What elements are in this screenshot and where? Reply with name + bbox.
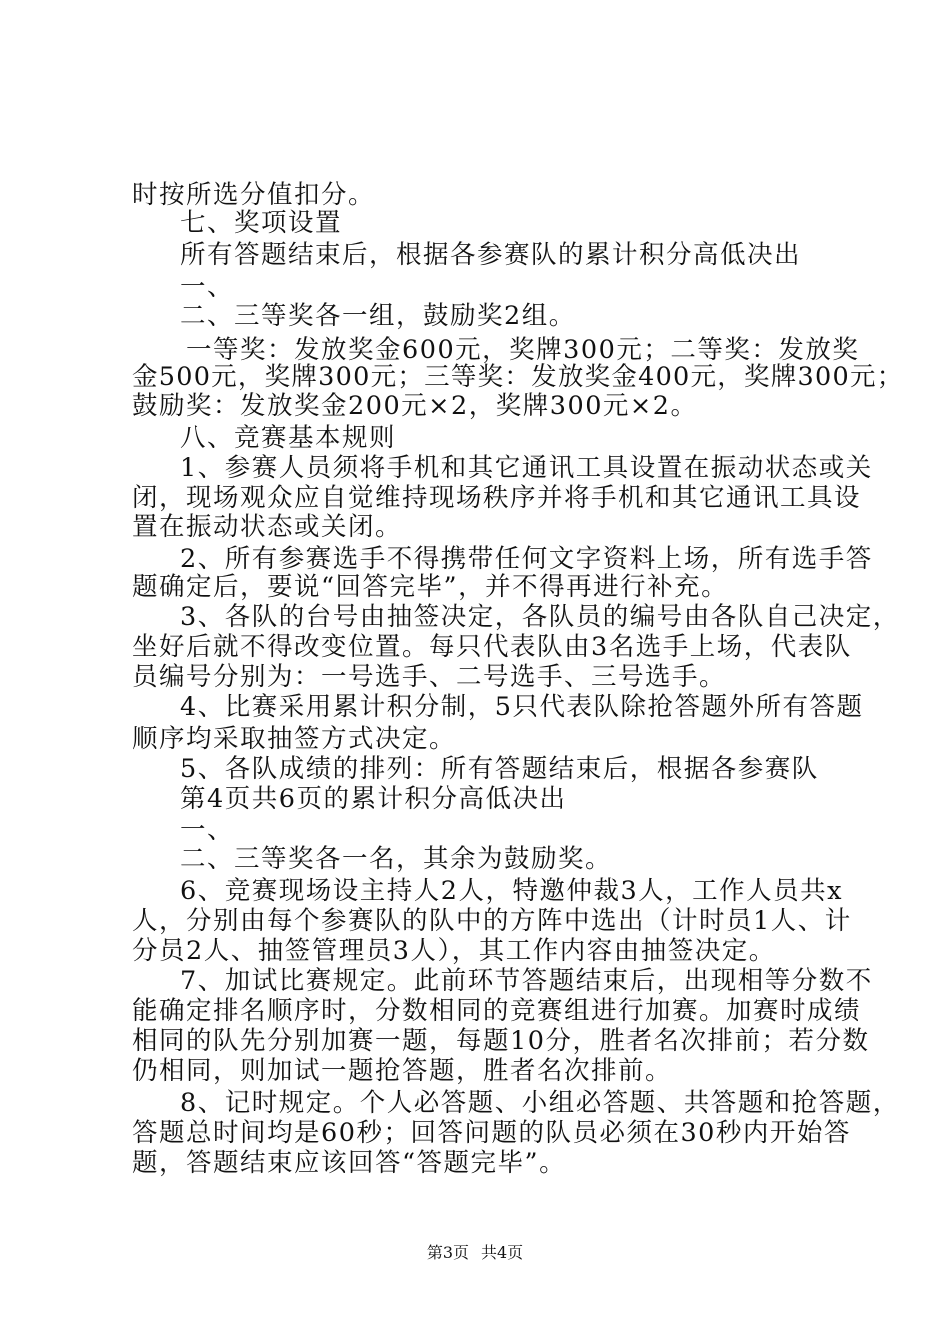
text-line: 闭，现场观众应自觉维持现场秩序并将手机和其它通讯工具设	[132, 483, 862, 513]
text-line: 5、各队成绩的排列：所有答题结束后，根据各参赛队	[180, 754, 819, 784]
text-line: 坐好后就不得改变位置。每只代表队由3名选手上场，代表队	[132, 632, 852, 662]
text-line: 人，分别由每个参赛队的队中的方阵中选出（计时员1人、计	[132, 906, 852, 936]
text-line: 时按所选分值扣分。	[132, 180, 376, 210]
page-total: 共4页	[481, 1243, 524, 1262]
text-line: 4、比赛采用累计积分制，5只代表队除抢答题外所有答题	[180, 692, 864, 722]
text-line: 3、各队的台号由抽签决定，各队员的编号由各队自己决定，	[180, 602, 900, 632]
text-line: 相同的队先分别加赛一题，每题10分，胜者名次排前；若分数	[132, 1026, 870, 1056]
text-line: 题，答题结束应该回答“答题完毕”。	[132, 1148, 567, 1178]
section-heading: 七、奖项设置	[180, 208, 343, 238]
section-heading: 八、竞赛基本规则	[180, 423, 397, 453]
text-line: 一等奖：发放奖金600元，奖牌300元；二等奖：发放奖	[186, 335, 860, 365]
text-line: 二、三等奖各一组，鼓励奖2组。	[180, 301, 576, 331]
page-footer	[0, 1242, 950, 1264]
text-line: 员编号分别为：一号选手、二号选手、三号选手。	[132, 662, 727, 692]
text-line: 6、竞赛现场设主持人2人，特邀仲裁3人，工作人员共x	[180, 876, 844, 906]
text-line: 金500元，奖牌300元；三等奖：发放奖金400元，奖牌300元；	[132, 362, 904, 392]
text-line: 顺序均采取抽签方式决定。	[132, 724, 457, 754]
text-line: 一、	[180, 815, 235, 845]
text-line: 分员2人、抽签管理员3人），其工作内容由抽签决定。	[132, 936, 776, 966]
text-line: 2、所有参赛选手不得携带任何文字资料上场，所有选手答	[180, 544, 873, 574]
text-line: 所有答题结束后，根据各参赛队的累计积分高低决出	[180, 240, 802, 270]
text-line: 置在振动状态或关闭。	[132, 512, 403, 542]
text-line: 1、参赛人员须将手机和其它通讯工具设置在振动状态或关	[180, 453, 873, 483]
text-line: 7、加试比赛规定。此前环节答题结束后，出现相等分数不	[180, 966, 873, 996]
text-line: 第4页共6页的累计积分高低决出	[180, 784, 567, 814]
text-line: 二、三等奖各一名，其余为鼓励奖。	[180, 844, 613, 874]
text-line: 仍相同，则加试一题抢答题，胜者名次排前。	[132, 1056, 673, 1086]
text-line: 鼓励奖：发放奖金200元×2，奖牌300元×2。	[132, 391, 698, 421]
text-line: 答题总时间均是60秒；回答问题的队员必须在30秒内开始答	[132, 1118, 851, 1148]
text-line: 题确定后，要说“回答完毕”，并不得再进行补充。	[132, 572, 729, 602]
text-line: 8、记时规定。个人必答题、小组必答题、共答题和抢答题，	[180, 1088, 900, 1118]
text-line: 能确定排名顺序时，分数相同的竞赛组进行加赛。加赛时成绩	[132, 996, 862, 1026]
page-number: 第3页	[426, 1243, 469, 1262]
text-line: 一、	[180, 272, 235, 302]
